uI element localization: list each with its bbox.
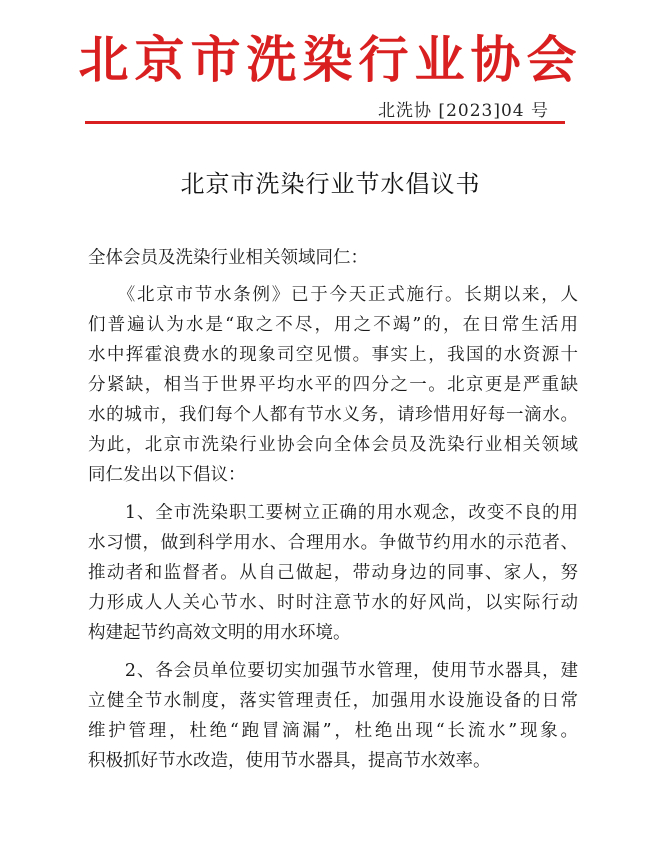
paragraph-line: 同仁发出以下倡议： [88, 465, 246, 485]
paragraph-line: 水中挥霍浪费水的现象司空见惯。事实上，我国的水资源十 [88, 345, 578, 365]
organization-letterhead: 北京市洗染行业协会 [78, 31, 583, 89]
paragraph-line: 推动者和监督者。从自己做起，带动身边的同事、家人，努 [88, 563, 578, 583]
paragraph-item-2 [88, 656, 578, 776]
letterhead-divider [85, 121, 565, 124]
paragraph-line: 《北京市节水条例》已于今天正式施行。长期以来，人 [88, 285, 578, 305]
paragraph-line: 积极抓好节水改造，使用节水器具，提高节水效率。 [88, 751, 491, 771]
paragraph-line: 维护管理，杜绝“跑冒滴漏”，杜绝出现“长流水”现象。 [88, 721, 578, 741]
document-body [88, 243, 578, 776]
paragraph-line: 立健全节水制度，落实管理责任，加强用水设施设备的日常 [88, 691, 578, 711]
paragraph-item-1 [88, 498, 578, 648]
document-number: 北洗协 [2023]04 号 [378, 101, 549, 121]
paragraph-line: 分紧缺，相当于世界平均水平的四分之一。北京更是严重缺 [88, 375, 578, 395]
paragraph-line: 构建起节约高效文明的用水环境。 [88, 623, 351, 643]
paragraph-line: 们普遍认为水是“取之不尽，用之不竭”的，在日常生活用 [88, 315, 578, 335]
paragraph-line: 2、各会员单位要切实加强节水管理，使用节水器具，建 [88, 661, 578, 681]
document-title: 北京市洗染行业节水倡议书 [180, 170, 481, 198]
paragraph-line: 1、全市洗染职工要树立正确的用水观念，改变不良的用 [88, 503, 578, 523]
paragraph-line: 力形成人人关心节水、时时注意节水的好风尚，以实际行动 [88, 593, 578, 613]
paragraph-line: 为此，北京市洗染行业协会向全体会员及洗染行业相关领域 [88, 435, 578, 455]
salutation: 全体会员及洗染行业相关领域同仁： [88, 248, 368, 268]
paragraph-line: 水的城市，我们每个人都有节水义务，请珍惜用好每一滴水。 [88, 405, 578, 425]
paragraph-intro [88, 280, 578, 490]
paragraph-line: 水习惯，做到科学用水、合理用水。争做节约用水的示范者、 [88, 533, 578, 553]
